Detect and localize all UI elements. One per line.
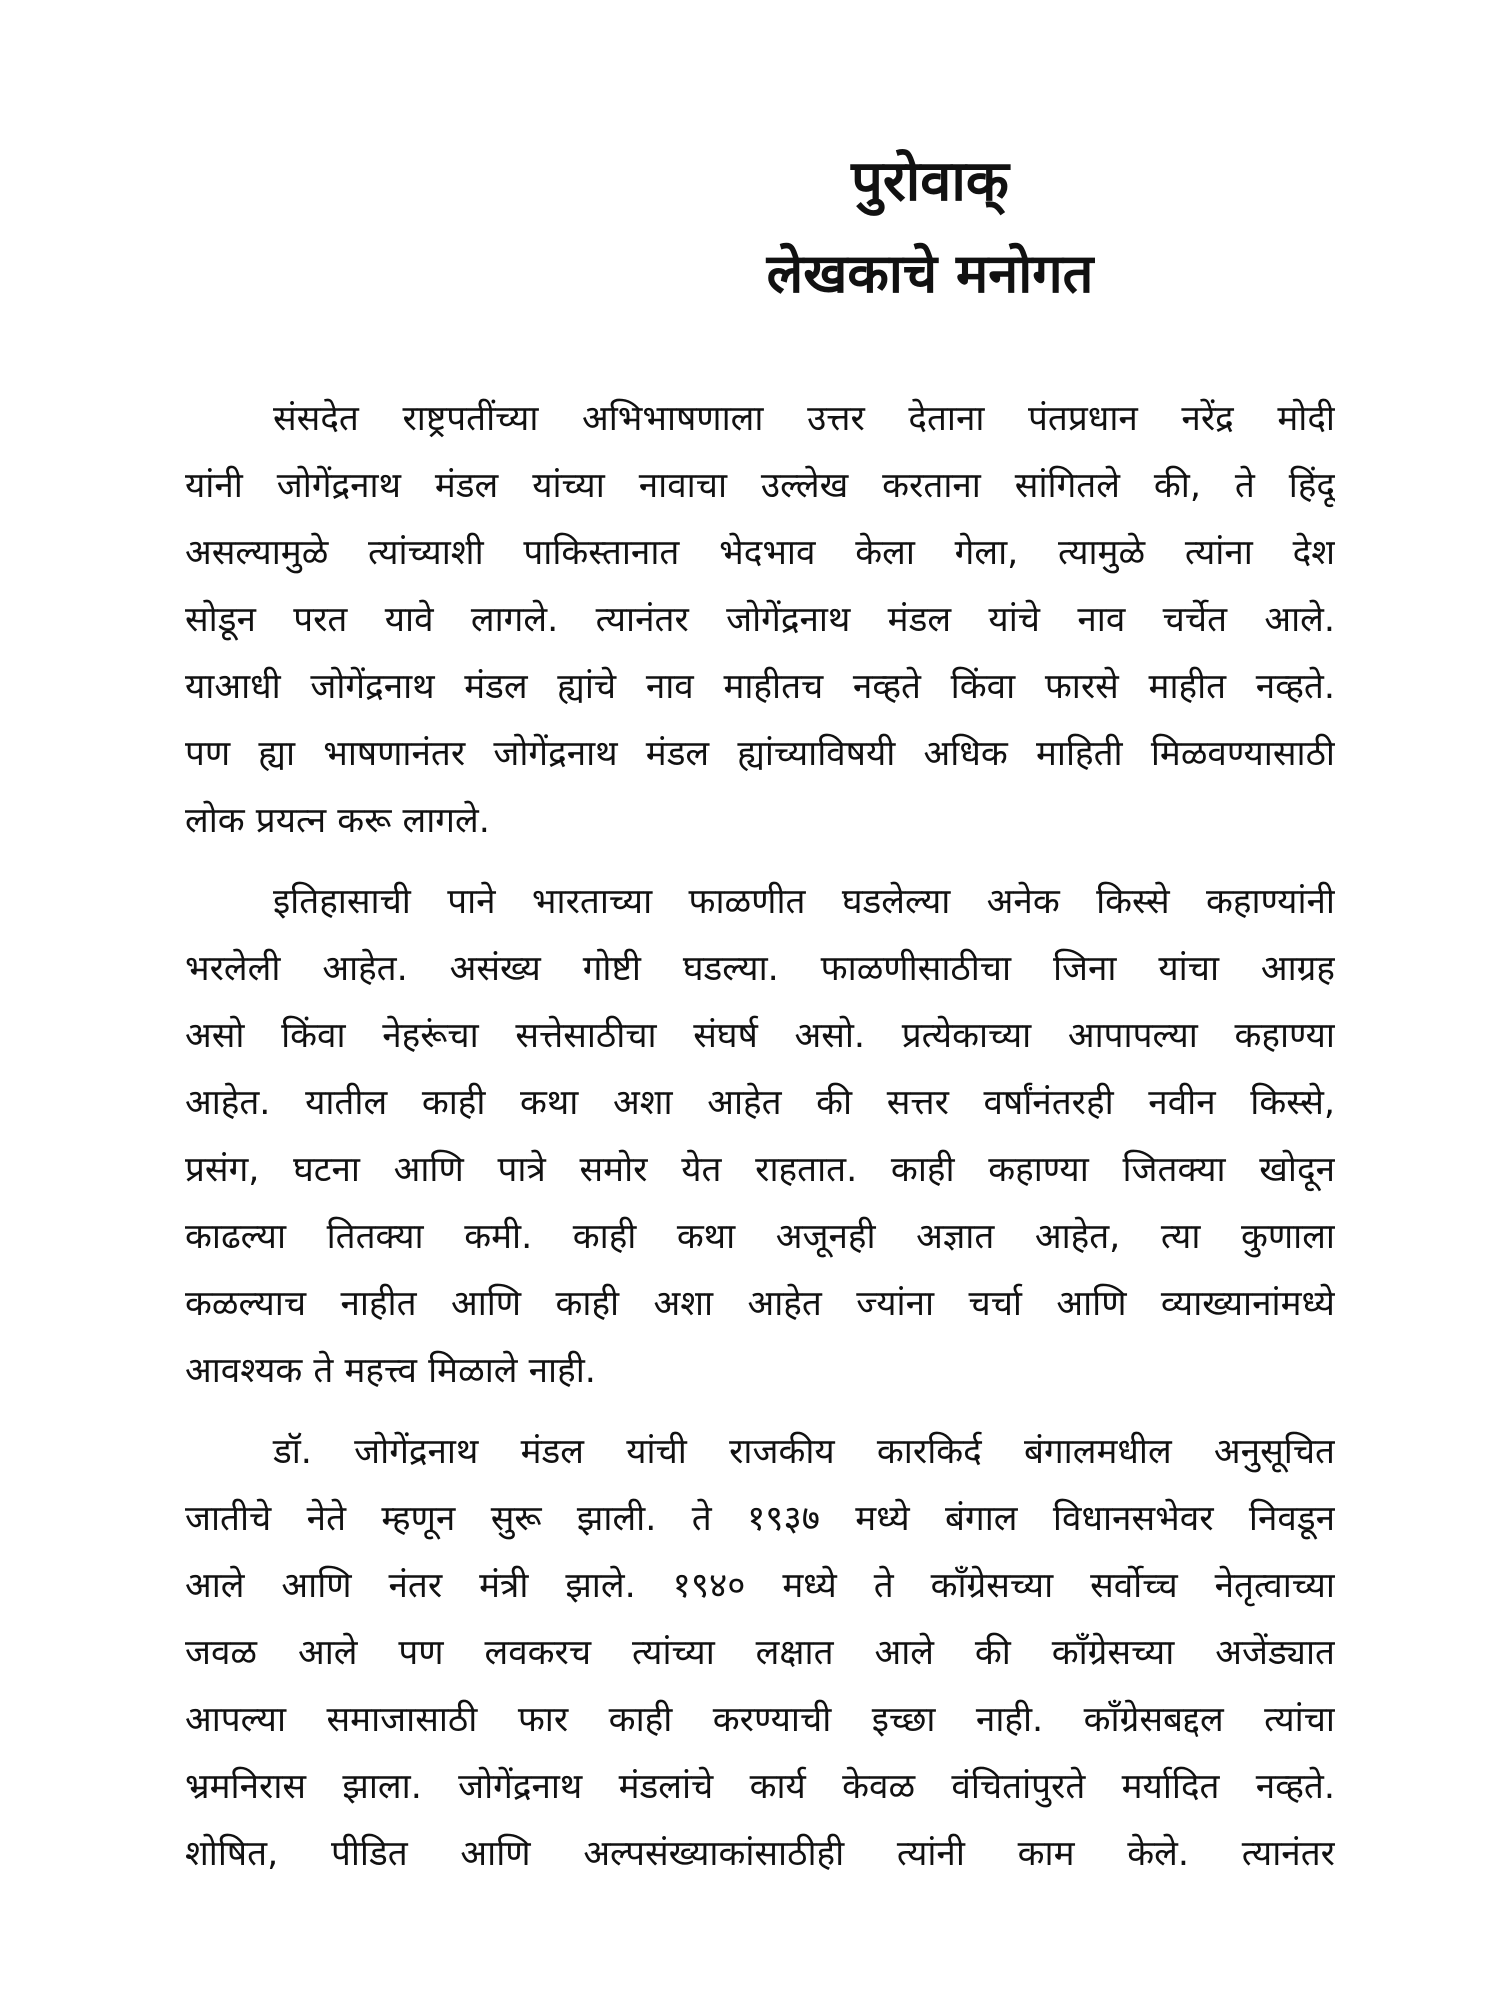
page-title: पुरोवाक्: [851, 149, 1009, 214]
text-line: डॉ. जोगेंद्रनाथ मंडल यांची राजकीय कारकिर्द बंगालमधील अनुसूचित: [273, 1432, 1335, 1472]
text-line: शोषित, पीडित आणि अल्पसंख्याकांसाठीही त्यांनी काम केले. त्यानंतर: [185, 1834, 1335, 1874]
text-line: जवळ आले पण लवकरच त्यांच्या लक्षात आले की काँग्रेसच्या अजेंड्यात: [185, 1633, 1335, 1673]
text-line: आहेत. यातील काही कथा अशा आहेत की सत्तर वर्षांनंतरही नवीन किस्से,: [185, 1083, 1335, 1123]
text-line: असल्यामुळे त्यांच्याशी पाकिस्तानात भेदभाव केला गेला, त्यामुळे त्यांना देश: [185, 533, 1335, 573]
paragraph-1: [185, 386, 1335, 855]
text-line: आपल्या समाजासाठी फार काही करण्याची इच्छा नाही. काँग्रेसबद्दल त्यांचा: [185, 1700, 1335, 1740]
text-line: यांनी जोगेंद्रनाथ मंडल यांच्या नावाचा उल्लेख करताना सांगितले की, ते हिंदू: [185, 466, 1335, 506]
paragraph-gap: [185, 855, 1335, 869]
text-line: याआधी जोगेंद्रनाथ मंडल ह्यांचे नाव माहीतच नव्हते किंवा फारसे माहीत नव्हते.: [185, 667, 1335, 707]
text-line: कळल्याच नाहीत आणि काही अशा आहेत ज्यांना चर्चा आणि व्याख्यानांमध्ये: [185, 1284, 1335, 1324]
text-line: भरलेली आहेत. असंख्य गोष्टी घडल्या. फाळणीसाठीचा जिना यांचा आग्रह: [185, 949, 1335, 989]
paragraph-2: [185, 869, 1335, 1405]
text-line: असो किंवा नेहरूंचा सत्तेसाठीचा संघर्ष असो. प्रत्येकाच्या आपापल्या कहाण्या: [185, 1016, 1335, 1056]
text-line: पण ह्या भाषणानंतर जोगेंद्रनाथ मंडल ह्यांच्याविषयी अधिक माहिती मिळवण्यासाठी: [185, 734, 1335, 774]
text-line: जातीचे नेते म्हणून सुरू झाली. ते १९३७ मध्ये बंगाल विधानसभेवर निवडून: [185, 1499, 1335, 1539]
paragraph-3: [185, 1419, 1335, 1888]
text-line: काढल्या तितक्या कमी. काही कथा अजूनही अज्ञात आहेत, त्या कुणाला: [185, 1217, 1335, 1257]
text-line: आवश्यक ते महत्त्व मिळाले नाही.: [185, 1351, 596, 1391]
document-body: [185, 386, 1335, 1888]
text-line: संसदेत राष्ट्रपतींच्या अभिभाषणाला उत्तर देताना पंतप्रधान नरेंद्र मोदी: [273, 399, 1335, 439]
page-subtitle: लेखकाचे मनोगत: [766, 242, 1094, 305]
text-line: लोक प्रयत्न करू लागले.: [185, 801, 490, 841]
text-line: भ्रमनिरास झाला. जोगेंद्रनाथ मंडलांचे कार्य केवळ वंचितांपुरते मर्यादित नव्हते.: [185, 1767, 1335, 1807]
text-line: आले आणि नंतर मंत्री झाले. १९४० मध्ये ते काँग्रेसच्या सर्वोच्च नेतृत्वाच्या: [185, 1566, 1335, 1606]
text-line: सोडून परत यावे लागले. त्यानंतर जोगेंद्रनाथ मंडल यांचे नाव चर्चेत आले.: [185, 600, 1335, 640]
text-line: प्रसंग, घटना आणि पात्रे समोर येत राहतात. काही कहाण्या जितक्या खोदून: [185, 1150, 1335, 1190]
text-line: इतिहासाची पाने भारताच्या फाळणीत घडलेल्या अनेक किस्से कहाण्यांनी: [273, 882, 1335, 922]
paragraph-gap: [185, 1405, 1335, 1419]
